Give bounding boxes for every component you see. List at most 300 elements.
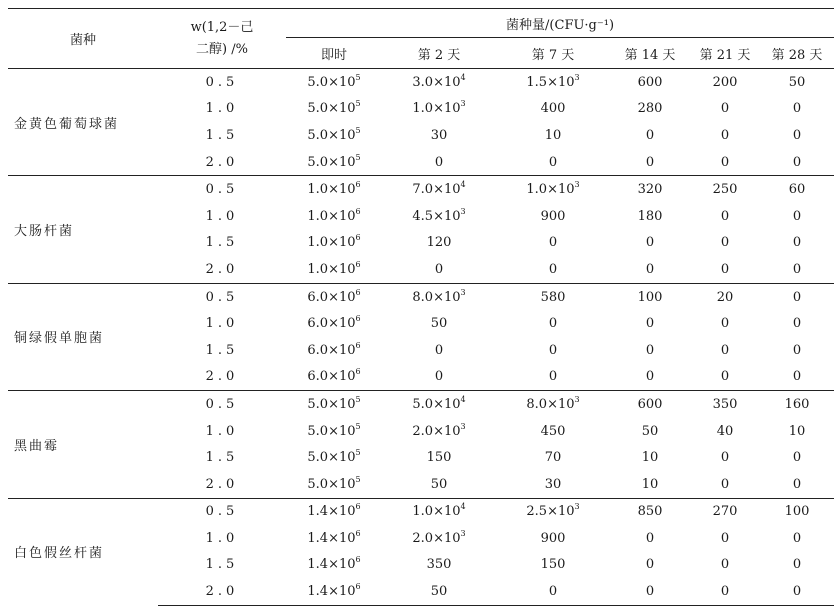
count-value: 0 (548, 261, 558, 277)
count-value: 350 (426, 557, 452, 573)
count-exponent: 6 (355, 314, 361, 324)
count-cell (496, 525, 610, 552)
table-row (8, 391, 834, 418)
count-exponent: 6 (355, 180, 361, 190)
count-cell (496, 444, 610, 471)
count-value: 50 (430, 316, 448, 332)
count-value: 10 (788, 423, 806, 439)
count-value: 7.0×10 (412, 182, 461, 198)
count-value: 350 (712, 396, 738, 412)
count-cell (690, 310, 760, 337)
count-value: 1.0×10 (412, 504, 461, 520)
count-cell (496, 471, 610, 498)
count-value: 0 (434, 261, 444, 277)
count-value: 0 (720, 342, 730, 358)
concentration-cell: 1.0 (205, 101, 239, 117)
count-cell (610, 122, 690, 149)
count-value: 0 (720, 369, 730, 385)
count-value: 0 (548, 584, 558, 600)
count-exponent: 4 (460, 394, 466, 404)
count-value: 2.5×10 (526, 504, 575, 520)
count-value: 5.0×10 (307, 476, 356, 492)
count-value: 100 (637, 289, 663, 305)
count-cell (690, 418, 760, 445)
count-cell (690, 283, 760, 310)
count-cell (760, 471, 834, 498)
count-value: 320 (637, 182, 663, 198)
count-cell (382, 283, 496, 310)
concentration-cell: 1.0 (205, 316, 239, 332)
count-value: 0 (792, 450, 802, 466)
concentration-cell: 0.5 (158, 391, 286, 418)
count-cell (610, 391, 690, 418)
count-cell (382, 203, 496, 230)
count-value: 20 (716, 289, 734, 305)
concentration-cell: 0.5 (158, 498, 286, 525)
count-exponent: 5 (355, 394, 361, 404)
count-cell (690, 471, 760, 498)
count-exponent: 6 (355, 502, 361, 512)
count-exponent: 3 (460, 99, 466, 109)
count-value: 850 (637, 504, 663, 520)
count-cell (382, 525, 496, 552)
count-cell (760, 364, 834, 391)
count-cell (286, 498, 382, 525)
count-value: 150 (426, 450, 452, 466)
count-cell (286, 283, 382, 310)
count-cell (382, 471, 496, 498)
count-cell (760, 149, 834, 176)
count-value: 180 (637, 208, 663, 224)
count-cell (382, 337, 496, 364)
count-cell (610, 203, 690, 230)
count-value: 50 (641, 423, 659, 439)
count-cell (610, 471, 690, 498)
time-header: 第 21 天 (699, 47, 751, 63)
count-value: 2.0×10 (412, 423, 461, 439)
count-value: 0 (792, 316, 802, 332)
count-cell (286, 230, 382, 257)
species-group (8, 498, 834, 605)
count-cell (760, 418, 834, 445)
count-value: 0 (548, 342, 558, 358)
count-cell (760, 96, 834, 123)
count-value: 3.0×10 (412, 74, 461, 90)
count-value: 0 (645, 154, 655, 170)
species-header: 菌种 (69, 33, 96, 48)
count-cell (286, 578, 382, 605)
count-value: 50 (430, 476, 448, 492)
time-header: 第 14 天 (624, 47, 676, 63)
count-cell (690, 444, 760, 471)
count-cell (286, 96, 382, 123)
count-value: 30 (544, 476, 562, 492)
count-cell (760, 230, 834, 257)
count-cell (382, 310, 496, 337)
count-cell (286, 149, 382, 176)
count-cell (690, 525, 760, 552)
concentration-cell: 2.0 (205, 154, 239, 170)
count-cell (382, 256, 496, 283)
count-cell (496, 283, 610, 310)
count-value: 4.5×10 (412, 208, 461, 224)
count-cell (496, 96, 610, 123)
count-cell (382, 149, 496, 176)
count-cell (690, 337, 760, 364)
count-cell (382, 444, 496, 471)
count-value: 10 (641, 476, 659, 492)
table-row (8, 176, 834, 203)
count-cell (610, 525, 690, 552)
count-cell (760, 498, 834, 525)
concentration-header-line1: w(1,2－己 (190, 19, 254, 35)
count-value: 0 (434, 369, 444, 385)
concentration-cell: 1.5 (205, 127, 239, 143)
count-cell (690, 498, 760, 525)
count-value: 900 (540, 530, 566, 546)
count-cell (760, 337, 834, 364)
count-cell (610, 176, 690, 203)
count-exponent: 3 (460, 421, 466, 431)
count-cell (382, 96, 496, 123)
table-header (8, 9, 834, 69)
count-exponent: 3 (574, 394, 580, 404)
concentration-cell: 1.5 (205, 557, 239, 573)
count-cell (286, 203, 382, 230)
count-cell (760, 283, 834, 310)
count-exponent: 5 (355, 72, 361, 82)
count-cell (382, 364, 496, 391)
count-exponent: 5 (355, 421, 361, 431)
count-value: 60 (788, 182, 806, 198)
species-group (8, 69, 834, 176)
count-value: 2.0×10 (412, 530, 461, 546)
count-value: 40 (716, 423, 734, 439)
concentration-cell: 1.0 (205, 208, 239, 224)
count-value: 6.0×10 (307, 369, 356, 385)
count-value: 10 (641, 450, 659, 466)
count-cell (496, 364, 610, 391)
count-cell (690, 122, 760, 149)
count-exponent: 6 (355, 233, 361, 243)
count-exponent: 5 (355, 125, 361, 135)
count-exponent: 4 (460, 180, 466, 190)
concentration-cell: 0.5 (158, 283, 286, 310)
count-cell (760, 310, 834, 337)
count-cell (496, 122, 610, 149)
count-value: 1.5×10 (526, 74, 575, 90)
count-value: 8.0×10 (412, 289, 461, 305)
count-value: 5.0×10 (307, 101, 356, 117)
count-cell (610, 69, 690, 96)
count-cell (496, 498, 610, 525)
count-exponent: 6 (355, 528, 361, 538)
count-value: 0 (645, 530, 655, 546)
table-row (8, 69, 834, 96)
count-value: 5.0×10 (307, 450, 356, 466)
count-value: 50 (430, 584, 448, 600)
species-name: 白色假丝杆菌 (8, 498, 158, 605)
count-cell (382, 552, 496, 579)
count-exponent: 6 (355, 582, 361, 592)
count-cell (690, 578, 760, 605)
count-value: 250 (712, 182, 738, 198)
count-value: 0 (720, 476, 730, 492)
count-exponent: 3 (574, 72, 580, 82)
count-value: 5.0×10 (307, 423, 356, 439)
concentration-header-line2: 二醇) /% (196, 41, 248, 57)
count-value: 0 (792, 289, 802, 305)
count-value: 0 (720, 208, 730, 224)
species-group (8, 391, 834, 498)
count-value: 0 (720, 530, 730, 546)
species-name: 金黄色葡萄球菌 (8, 69, 158, 176)
count-cell (382, 69, 496, 96)
count-exponent: 5 (355, 99, 361, 109)
count-value: 120 (426, 235, 452, 251)
count-exponent: 3 (460, 528, 466, 538)
count-cell (286, 391, 382, 418)
count-cell (760, 176, 834, 203)
count-value: 580 (540, 289, 566, 305)
concentration-cell: 2.0 (158, 578, 286, 605)
concentration-cell: 2.0 (205, 261, 239, 277)
count-cell (286, 69, 382, 96)
count-value: 0 (792, 101, 802, 117)
count-value: 50 (788, 74, 806, 90)
count-value: 0 (645, 235, 655, 251)
concentration-header (158, 9, 286, 69)
concentration-cell: 0.5 (158, 176, 286, 203)
count-value: 0 (548, 154, 558, 170)
count-value: 0 (792, 154, 802, 170)
count-exponent: 5 (355, 448, 361, 458)
count-cell (496, 203, 610, 230)
count-cell (690, 552, 760, 579)
count-value: 0 (720, 127, 730, 143)
count-cell (610, 96, 690, 123)
count-value: 1.4×10 (307, 584, 356, 600)
count-cell (610, 230, 690, 257)
count-value: 0 (645, 342, 655, 358)
count-cell (382, 122, 496, 149)
table-row (8, 283, 834, 310)
count-value: 70 (544, 450, 562, 466)
count-cell (690, 364, 760, 391)
species-group (8, 283, 834, 390)
count-value: 0 (720, 316, 730, 332)
count-cell (496, 552, 610, 579)
count-value: 0 (645, 127, 655, 143)
count-exponent: 3 (574, 502, 580, 512)
count-value: 600 (637, 396, 663, 412)
count-cell (760, 69, 834, 96)
count-cell (286, 471, 382, 498)
count-value: 160 (784, 396, 810, 412)
count-value: 1.0×10 (412, 101, 461, 117)
count-cell (760, 391, 834, 418)
count-cell (690, 203, 760, 230)
count-cell (760, 256, 834, 283)
count-cell (382, 230, 496, 257)
count-cell (690, 69, 760, 96)
count-cell (382, 498, 496, 525)
count-value: 6.0×10 (307, 316, 356, 332)
count-cell (496, 310, 610, 337)
count-cell (690, 391, 760, 418)
species-name: 黑曲霉 (8, 391, 158, 498)
count-value: 270 (712, 504, 738, 520)
count-value: 5.0×10 (307, 396, 356, 412)
count-cell (760, 578, 834, 605)
count-cell (610, 337, 690, 364)
table-row (8, 498, 834, 525)
count-exponent: 6 (355, 206, 361, 216)
count-value: 0 (645, 369, 655, 385)
count-value: 0 (792, 557, 802, 573)
time-header: 第 7 天 (531, 47, 575, 63)
count-cell (610, 149, 690, 176)
count-value: 1.4×10 (307, 530, 356, 546)
count-value: 600 (637, 74, 663, 90)
count-value: 0 (792, 342, 802, 358)
count-value: 900 (540, 208, 566, 224)
count-value: 5.0×10 (307, 154, 356, 170)
count-cell (496, 69, 610, 96)
count-cell (496, 391, 610, 418)
concentration-cell: 1.0 (205, 423, 239, 439)
count-exponent: 3 (460, 287, 466, 297)
count-cell (690, 256, 760, 283)
count-cell (382, 578, 496, 605)
count-value: 200 (712, 74, 738, 90)
count-cell (286, 444, 382, 471)
count-exponent: 6 (355, 259, 361, 269)
count-value: 5.0×10 (412, 396, 461, 412)
concentration-cell: 2.0 (205, 369, 239, 385)
count-value: 280 (637, 101, 663, 117)
count-value: 0 (720, 584, 730, 600)
species-group (8, 176, 834, 283)
count-value: 1.4×10 (307, 504, 356, 520)
count-value: 0 (548, 235, 558, 251)
count-value: 0 (792, 369, 802, 385)
count-value: 0 (792, 261, 802, 277)
count-cell (286, 256, 382, 283)
count-value: 0 (792, 208, 802, 224)
count-exponent: 6 (355, 555, 361, 565)
count-value: 0 (645, 584, 655, 600)
count-cell (286, 176, 382, 203)
count-value: 0 (792, 584, 802, 600)
count-value: 1.0×10 (526, 182, 575, 198)
count-cell (382, 176, 496, 203)
count-cell (286, 337, 382, 364)
count-cell (690, 96, 760, 123)
concentration-cell: 1.5 (205, 235, 239, 251)
count-value: 0 (720, 101, 730, 117)
count-cell (286, 525, 382, 552)
count-value: 1.0×10 (307, 235, 356, 251)
count-value: 5.0×10 (307, 127, 356, 143)
count-exponent: 5 (355, 152, 361, 162)
count-cell (610, 364, 690, 391)
count-cell (496, 176, 610, 203)
count-value: 0 (645, 261, 655, 277)
count-value: 0 (720, 450, 730, 466)
count-cell (610, 256, 690, 283)
count-value: 0 (720, 261, 730, 277)
count-cell (610, 444, 690, 471)
time-header: 即时 (320, 47, 347, 63)
count-cell (286, 122, 382, 149)
count-exponent: 3 (574, 180, 580, 190)
count-exponent: 6 (355, 287, 361, 297)
count-cell (496, 230, 610, 257)
count-cell (286, 552, 382, 579)
microbial-count-table (8, 8, 834, 606)
count-value: 400 (540, 101, 566, 117)
count-value: 0 (548, 369, 558, 385)
count-exponent: 4 (460, 502, 466, 512)
count-value: 0 (720, 154, 730, 170)
count-exponent: 6 (355, 367, 361, 377)
count-value: 0 (434, 342, 444, 358)
species-name: 铜绿假单胞菌 (8, 283, 158, 390)
count-cell (496, 578, 610, 605)
count-cell (610, 578, 690, 605)
count-cell (496, 149, 610, 176)
count-cell (690, 149, 760, 176)
count-cell (286, 364, 382, 391)
count-value: 0 (792, 530, 802, 546)
count-group-header: 菌种量/(CFU·g⁻¹) (286, 9, 834, 38)
count-value: 6.0×10 (307, 342, 356, 358)
count-cell (286, 310, 382, 337)
count-value: 6.0×10 (307, 289, 356, 305)
count-value: 100 (784, 504, 810, 520)
count-value: 8.0×10 (526, 396, 575, 412)
count-cell (760, 552, 834, 579)
concentration-cell: 1.0 (205, 530, 239, 546)
count-cell (610, 552, 690, 579)
count-cell (286, 418, 382, 445)
count-cell (760, 203, 834, 230)
count-cell (610, 498, 690, 525)
count-exponent: 4 (460, 72, 466, 82)
count-value: 1.0×10 (307, 208, 356, 224)
count-value: 0 (548, 316, 558, 332)
count-cell (610, 418, 690, 445)
count-value: 0 (720, 235, 730, 251)
count-value: 0 (792, 235, 802, 251)
count-value: 30 (430, 127, 448, 143)
count-value: 1.0×10 (307, 182, 356, 198)
count-cell (496, 418, 610, 445)
count-cell (382, 418, 496, 445)
count-cell (610, 283, 690, 310)
count-value: 0 (434, 154, 444, 170)
time-header: 第 2 天 (417, 47, 461, 63)
species-name: 大肠杆菌 (8, 176, 158, 283)
count-cell (610, 310, 690, 337)
count-exponent: 6 (355, 340, 361, 350)
count-cell (760, 525, 834, 552)
count-value: 0 (792, 127, 802, 143)
count-value: 10 (544, 127, 562, 143)
count-cell (496, 337, 610, 364)
count-value: 450 (540, 423, 566, 439)
